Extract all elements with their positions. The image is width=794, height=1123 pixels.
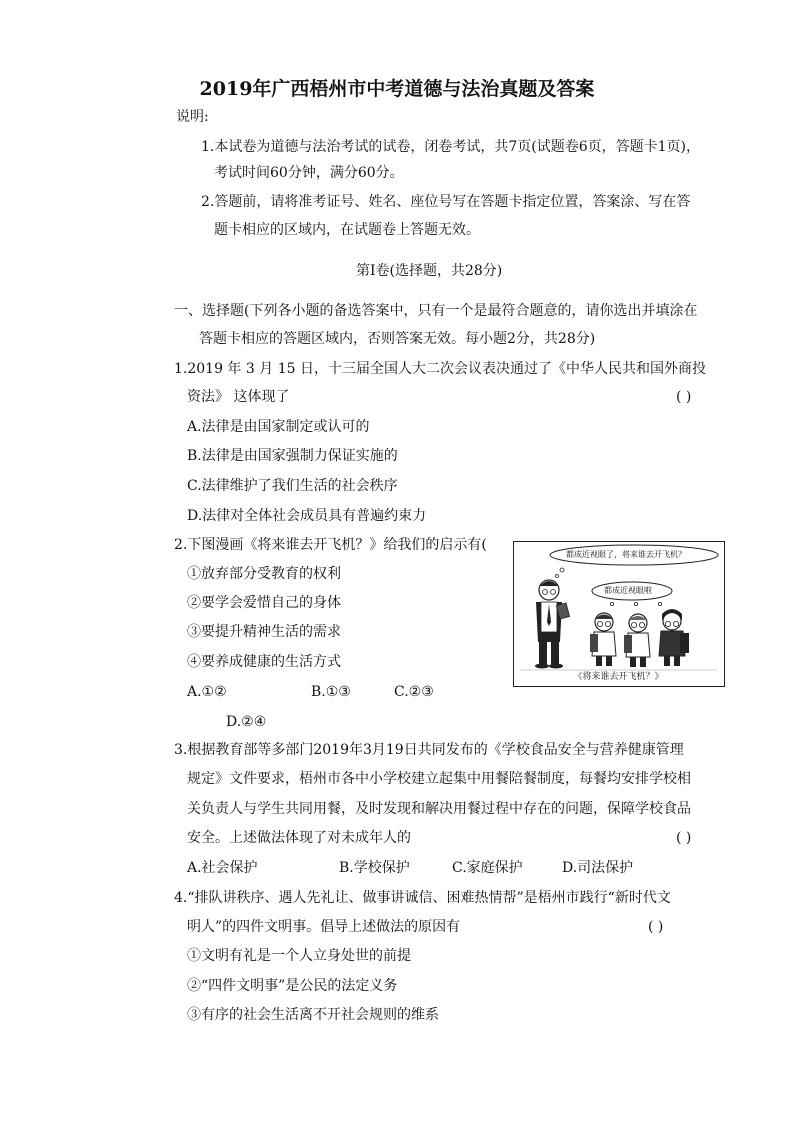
q3-option-c: C.家庭保护: [452, 860, 523, 876]
student-figure-1: [590, 613, 616, 666]
part1-instructions-line-1: 一、选择题(下列各小题的备选答案中，只有一个是最符合题意的，请你选出并填涂在: [174, 303, 698, 319]
note-item-2-line-1: 2.答题前，请将准考证号、姓名、座位号写在答题卡指定位置，答案涂、写在答: [201, 194, 691, 210]
note-item-2-line-2: 题卡相应的区域内，在试题卷上答题无效。: [214, 222, 480, 238]
speech-bubble-middle-text: 都成近视眼啦: [604, 586, 652, 595]
page-title: 2019年广西梧州市中考道德与法治真题及答案: [199, 78, 595, 100]
q4-statement-1: ①文明有礼是一个人立身处世的前提: [187, 948, 411, 964]
cartoon-illustration: [513, 541, 725, 687]
q1-option-b: B.法律是由国家强制力保证实施的: [187, 448, 398, 464]
q1-option-d: D.法律对全体社会成员具有普遍约束力: [187, 508, 427, 524]
q2-option-c: C.②③: [394, 684, 434, 700]
q2-option-d: D.②④: [226, 714, 267, 730]
q2-stem: 2.下图漫画《将来谁去开飞机？》给我们的启示有(: [174, 537, 487, 553]
note-item-1-line-2: 考试时间60分钟，满分60分。: [214, 165, 404, 181]
q3-stem-line-4: 安全。上述做法体现了对未成年人的: [187, 830, 411, 846]
q1-option-a: A.法律是由国家制定或认可的: [187, 419, 370, 435]
q1-answer-paren: ( ): [676, 389, 692, 405]
teacher-figure: [535, 580, 570, 669]
q4-statement-2: ②“四件文明事”是公民的法定义务: [187, 978, 398, 994]
notes-heading: 说明:: [176, 109, 209, 125]
q4-answer-paren: ( ): [648, 919, 664, 935]
q4-stem-line-1: 4.“排队讲秩序、遇人先礼让、做事讲诚信、困难热情帮”是梧州市践行“新时代文: [174, 890, 671, 906]
q2-option-a: A.①②: [187, 684, 227, 700]
q2-statement-2: ②要学会爱惜自己的身体: [187, 595, 341, 611]
speech-bubble-top-text: 都成近视眼了，将来谁去开飞机？: [566, 550, 686, 559]
q3-stem-line-1: 3.根据教育部等多部门2019年3月19日共同发布的《学校食品安全与营养健康管理: [174, 742, 684, 758]
q3-stem-line-2: 规定》文件要求，梧州市各中小学校建立起集中用餐陪餐制度，每餐均安排学校相: [187, 771, 691, 787]
q4-statement-3: ③有序的社会生活离不开社会规则的维系: [187, 1007, 439, 1023]
q3-answer-paren: ( ): [676, 830, 692, 846]
student-figure-3: [659, 609, 689, 666]
q3-option-a: A.社会保护: [187, 860, 258, 876]
part1-instructions-line-2: 答题卡相应的答题区域内，否则答案无效。每小题2分，共28分): [199, 331, 596, 347]
q3-option-d: D.司法保护: [562, 860, 634, 876]
q1-option-c: C.法律维护了我们生活的社会秩序: [187, 478, 398, 494]
q2-option-b: B.①③: [311, 684, 351, 700]
q3-stem-line-3: 关负责人与学生共同用餐，及时发现和解决用餐过程中存在的问题，保障学校食品: [187, 801, 691, 817]
q2-statement-3: ③要提升精神生活的需求: [187, 624, 341, 640]
note-item-1-line-1: 1.本试卷为道德与法治考试的试卷，闭卷考试，共7页(试题卷6页，答题卡1页)，: [201, 139, 701, 155]
q2-statement-1: ①放弃部分受教育的权利: [187, 566, 341, 582]
q2-statement-4: ④要养成健康的生活方式: [187, 654, 341, 670]
q4-stem-line-2: 明人”的四件文明事。倡导上述做法的原因有: [187, 919, 461, 935]
q1-stem-line-1: 1.2019 年 3 月 15 日，十三届全国人大二次会议表决通过了《中华人民共和国外商投: [174, 361, 706, 377]
section-title: 第Ⅰ卷(选择题，共28分): [356, 263, 503, 279]
cartoon-drawing: [514, 542, 723, 685]
q1-stem-line-2: 资法》 这体现了: [187, 389, 290, 405]
q3-option-b: B.学校保护: [339, 860, 410, 876]
cartoon-caption: 《将来谁去开飞机？》: [573, 672, 664, 682]
student-figure-2: [624, 614, 650, 667]
